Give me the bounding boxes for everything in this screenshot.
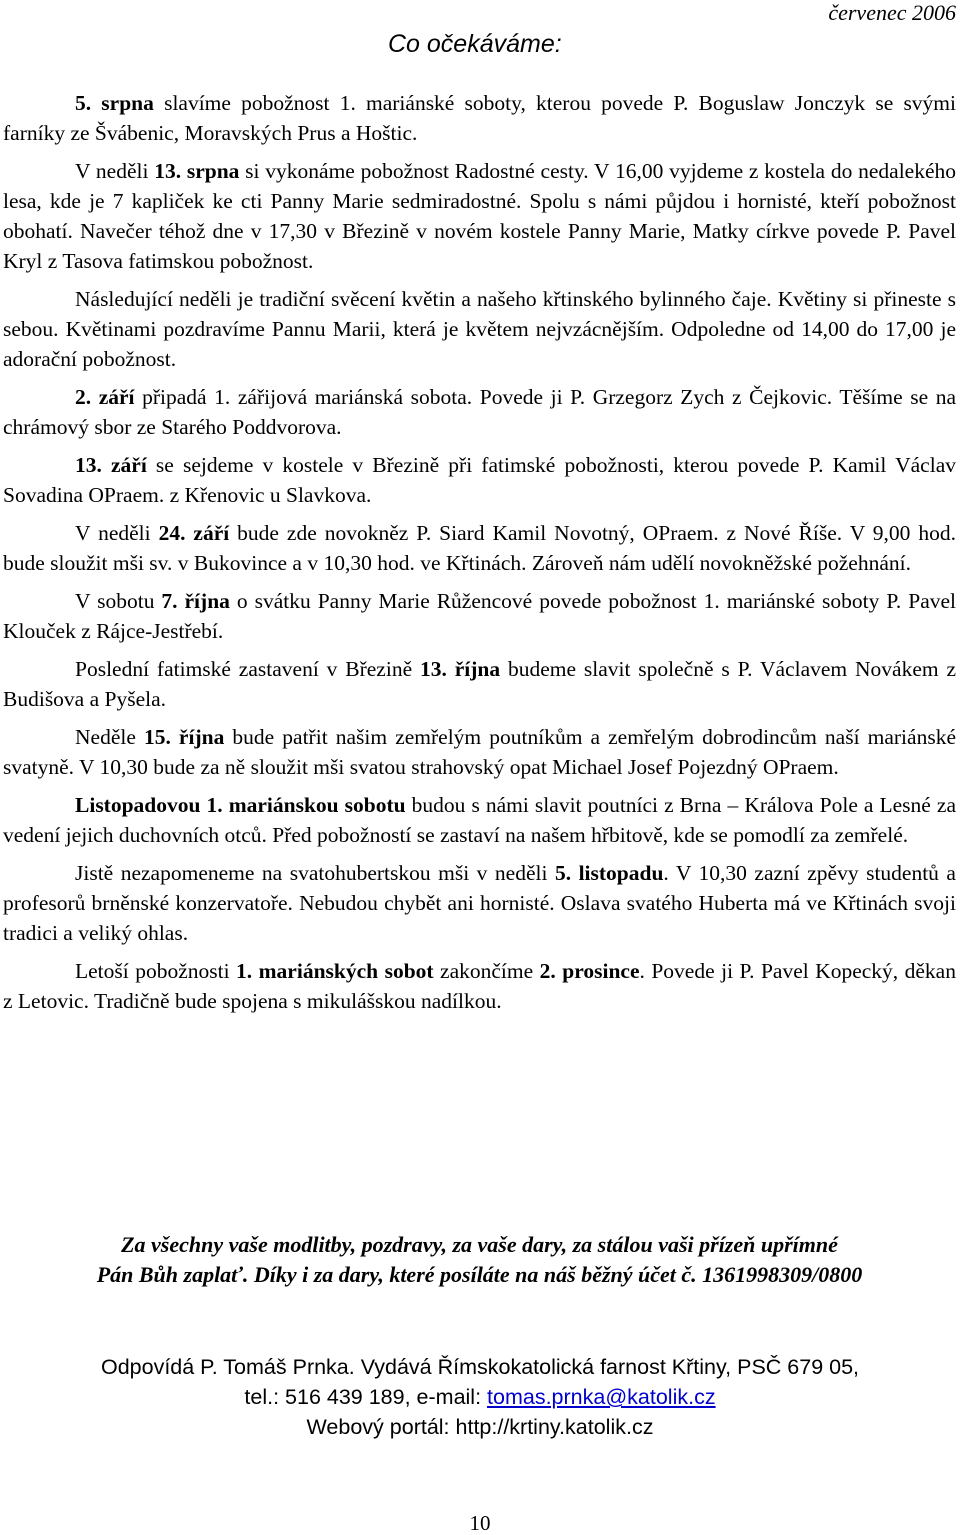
thanks-line-2: Pán Bůh zaplať. Díky i za dary, které posíláte na náš běžný účet č. 1361998309/0800: [96, 1262, 863, 1287]
announcements: [3, 88, 956, 1024]
paragraph-text: připadá 1. zářijová mariánská sobota. Povede ji P. Grzegorz Zych z Čejkovic. Těšíme se na chrámový sbor ze Starého Poddvorova.: [3, 385, 956, 439]
announcement-paragraph: [3, 858, 956, 948]
page-title: Co očekáváme:: [388, 30, 562, 58]
highlighted-date: 24. září: [158, 521, 230, 545]
paragraph-text: slavíme pobožnost 1. mariánské soboty, kterou povede P. Boguslaw Jonczyk se svými farníky ze Švábenic, Moravských Prus a Hoštic.: [3, 91, 957, 145]
thanks-note: [3, 1230, 956, 1290]
paragraph-text: V neděli: [75, 521, 159, 545]
highlighted-date: 7. října: [161, 589, 230, 613]
announcement-paragraph: [3, 586, 956, 646]
highlighted-date: 15. října: [143, 725, 225, 749]
publisher-footer: [0, 1352, 960, 1442]
phone-text: tel.: 516 439 189, e-mail:: [244, 1385, 488, 1409]
highlighted-date: 13. září: [75, 453, 147, 477]
contact-line: [0, 1382, 960, 1412]
email-link[interactable]: tomas.prnka@katolik.cz: [487, 1385, 716, 1409]
announcement-paragraph: [3, 88, 956, 148]
issue-date: červenec 2006: [828, 0, 956, 25]
paragraph-text: V sobotu: [75, 589, 162, 613]
highlighted-date: Listopadovou 1. mariánskou sobotu: [75, 793, 406, 817]
highlighted-date: 13. října: [419, 657, 501, 681]
paragraph-text: bude zde novokněz P. Siard Kamil Novotný, OPraem. z Nové Říše. V 9,00 hod. bude sloužit mši sv. v Bukovince a v 10,30 hod. ve Křtinách. Zároveň nám udělí novokněžské požehnání.: [3, 521, 956, 575]
paragraph-text: Poslední fatimské zastavení v Březině: [75, 657, 420, 681]
announcement-paragraph: [3, 382, 956, 442]
paragraph-text: se sejdeme v kostele v Březině při fatimské pobožnosti, kterou povede P. Kamil Václav Sovadina OPraem. z Křenovic u Slavkova.: [3, 453, 956, 507]
highlighted-date: 2. září: [75, 385, 135, 409]
announcement-paragraph: [3, 722, 956, 782]
paragraph-text: Neděle: [75, 725, 144, 749]
paragraph-text: budou s námi slavit poutníci z Brna – Králova Pole a Lesné za vedení jejich duchovních otců. Před pobožností se zastaví na našem hřbitově, kde se pomodlí za zemřelé.: [3, 793, 956, 847]
publisher-line: Odpovídá P. Tomáš Prnka. Vydává Římskokatolická farnost Křtiny, PSČ 679 05,: [100, 1355, 860, 1379]
paragraph-text: zakončíme: [433, 959, 540, 983]
highlighted-date: 1. mariánských sobot: [236, 959, 434, 983]
announcement-paragraph: [3, 156, 956, 276]
paragraph-text: si vykonáme pobožnost Radostné cesty. V 16,00 vyjdeme z kostela do nedalekého lesa, kde je 7 kapliček ke cti Panny Marie sedmiradostné. Spolu s námi půjdou i hornisté, kteří pobožnost obohatí. Navečer téhož dne v 17,30 v Březině v novém kostele Panny Marie, Matky církve povede P. Pavel Kryl z Tasova fatimskou pobožnost.: [3, 159, 957, 273]
highlighted-date: 13. srpna: [154, 159, 240, 183]
announcement-paragraph: [3, 956, 956, 1016]
announcement-paragraph: [3, 450, 956, 510]
announcement-paragraph: [3, 518, 956, 578]
announcement-paragraph: [3, 284, 956, 374]
highlighted-date: 5. srpna: [75, 91, 154, 115]
paragraph-text: budeme slavit společně s P. Václavem Novákem z Budišova a Pyšela.: [3, 657, 956, 711]
paragraph-text: Jistě nezapomeneme na svatohubertskou mši v neděli: [75, 861, 555, 885]
announcement-paragraph: [3, 790, 956, 850]
thanks-line-1: Za všechny vaše modlitby, pozdravy, za vaše dary, za stálou vaši přízeň upřímné: [121, 1232, 838, 1257]
paragraph-text: Letoší pobožnosti: [75, 959, 237, 983]
highlighted-date: 2. prosince: [539, 959, 640, 983]
paragraph-text: V neděli: [75, 159, 155, 183]
page-number: 10: [469, 1511, 491, 1535]
paragraph-text: bude patřit našim zemřelým poutníkům a zemřelým dobrodincům naší mariánské svatyně. V 10,30 bude za ně sloužit mši svatou strahovský opat Michael Josef Pojezdný OPraem.: [3, 725, 956, 779]
paragraph-text: . Povede ji P. Pavel Kopecký, děkan z Letovic. Tradičně bude spojena s mikulášskou nadílkou.: [3, 959, 956, 1013]
paragraph-text: Následující neděli je tradiční svěcení květin a našeho křtinského bylinného čaje. Květiny si přineste s sebou. Květinami pozdravíme Pannu Marii, která je květem nejvzácnějším. Odpoledne od 14,00 do 17,00 je adorační pobožnost.: [3, 287, 956, 371]
announcement-paragraph: [3, 654, 956, 714]
paragraph-text: . V 10,30 zazní zpěvy studentů a profesorů brněnské konzervatoře. Nebudou chybět ani hornisté. Oslava svatého Huberta má ve Křtinách svoji tradici a veliký ohlas.: [3, 861, 956, 945]
paragraph-text: o svátku Panny Marie Růžencové povede pobožnost 1. mariánské soboty P. Pavel Klouček z Rájce-Jestřebí.: [3, 589, 956, 643]
web-portal-line: Webový portál: http://krtiny.katolik.cz: [306, 1415, 654, 1439]
highlighted-date: 5. listopadu: [554, 861, 664, 885]
